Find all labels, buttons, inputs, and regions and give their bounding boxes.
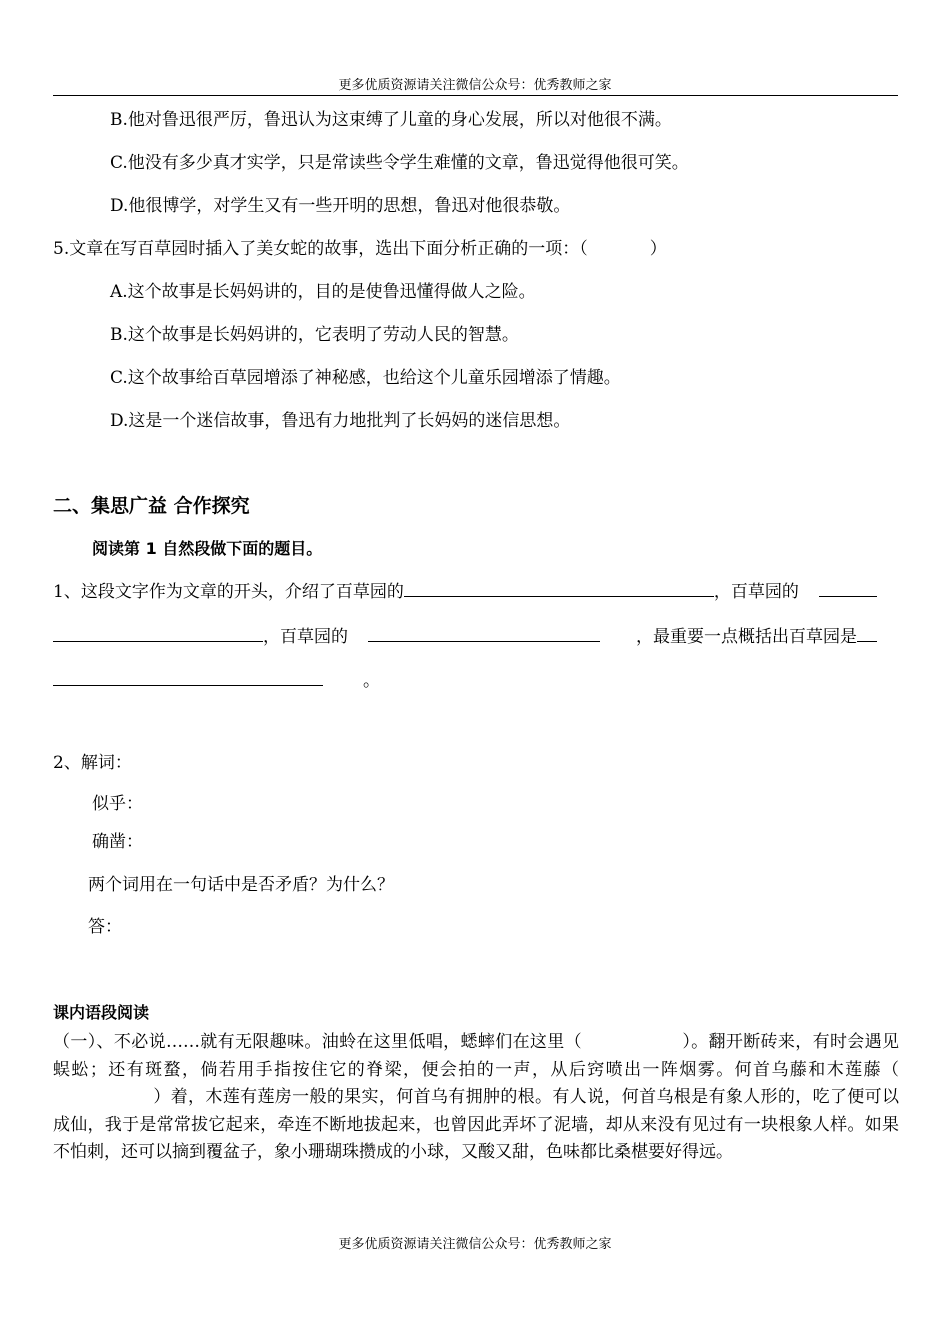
- s2-q1-blank-4a[interactable]: [857, 624, 877, 642]
- s2-q1-line1: [53, 579, 877, 603]
- s2-q1-blank-2a[interactable]: [819, 579, 877, 597]
- q5-option-a: A.这个故事是长妈妈讲的，目的是使鲁迅懂得做人之险。: [110, 282, 536, 302]
- section2-instruction: 阅读第 1 自然段做下面的题目。: [92, 539, 323, 558]
- s2-q1-blank-3[interactable]: [368, 624, 600, 642]
- s2-q1-blank-2b[interactable]: [53, 624, 263, 642]
- s2-q1-end: 。: [363, 671, 380, 691]
- section2-title: 二、集思广益 合作探究: [53, 495, 250, 517]
- s2-q2-answer-label: 答：: [88, 917, 122, 937]
- reading-part-1: （一）、不必说……就有无限趣味。油蛉在这里低唱，蟋蟀们在这里（: [53, 1032, 582, 1052]
- reading-part-2: ）。翻开断砖来，有时会遇见蜈蚣；还有斑蝥，倘若用手指按住它的脊梁，便会拍的一声，从后窍喷出一阵烟雾。何首乌藤和木莲藤（: [53, 1032, 900, 1080]
- header-divider: [53, 95, 898, 96]
- q5-stem-text: 5.文章在写百草园时插入了美女蛇的故事，选出下面分析正确的一项：（: [53, 239, 588, 259]
- s2-q2-question: 两个词用在一句话中是否矛盾？为什么？: [88, 875, 394, 895]
- s2-q1-blank-4b[interactable]: [53, 668, 323, 686]
- s2-q1-line2: [53, 624, 877, 648]
- q5-stem-close: ）: [649, 239, 667, 259]
- s2-q1-part-b: ，百草园的: [713, 582, 799, 602]
- q4-option-b: B.他对鲁迅很严厉，鲁迅认为这束缚了儿童的身心发展，所以对他很不满。: [110, 110, 672, 130]
- q5-option-b: B.这个故事是长妈妈讲的，它表明了劳动人民的智慧。: [110, 325, 519, 345]
- s2-q2-word2: 确凿：: [92, 832, 143, 852]
- page-header: 更多优质资源请关注微信公众号：优秀教师之家: [338, 78, 612, 93]
- q4-option-d: D.他很博学，对学生又有一些开明的思想，鲁迅对他很恭敬。: [110, 196, 571, 216]
- s2-q1-blank-1[interactable]: [404, 579, 714, 597]
- q5-stem: [53, 238, 667, 260]
- page-footer: 更多优质资源请关注微信公众号：优秀教师之家: [338, 1237, 612, 1252]
- q5-option-c: C.这个故事给百草园增添了神秘感，也给这个儿童乐园增添了情趣。: [110, 368, 621, 388]
- s2-q1-line3: [53, 668, 380, 692]
- q5-option-d: D.这是一个迷信故事，鲁迅有力地批判了长妈妈的迷信思想。: [110, 411, 571, 431]
- q4-option-c: C.他没有多少真才实学，只是常读些令学生难懂的文章，鲁迅觉得他很可笑。: [110, 153, 689, 173]
- s2-q2-title: 2、解词：: [53, 753, 132, 773]
- reading-title: 课内语段阅读: [53, 1003, 150, 1022]
- reading-part-3: ）着，木莲有莲房一般的果实，何首乌有拥肿的根。有人说，何首乌根是有象人形的，吃了便可以成仙，我于是常常拔它起来，牵连不断地拔起来，也曾因此弄坏了泥墙，却从来没有见过有一块根象人样。如果不怕刺，还可以摘到覆盆子，象小珊瑚珠攒成的小球，又酸又甜，色味都比桑椹要好得远。: [53, 1087, 899, 1162]
- reading-passage: [53, 1029, 899, 1167]
- s2-q2-word1: 似乎：: [92, 794, 143, 814]
- s2-q1-part-d: ，最重要一点概括出百草园是: [636, 627, 857, 647]
- s2-q1-part-a: 1、这段文字作为文章的开头，介绍了百草园的: [53, 582, 404, 602]
- s2-q1-part-c: ，百草园的: [263, 627, 348, 647]
